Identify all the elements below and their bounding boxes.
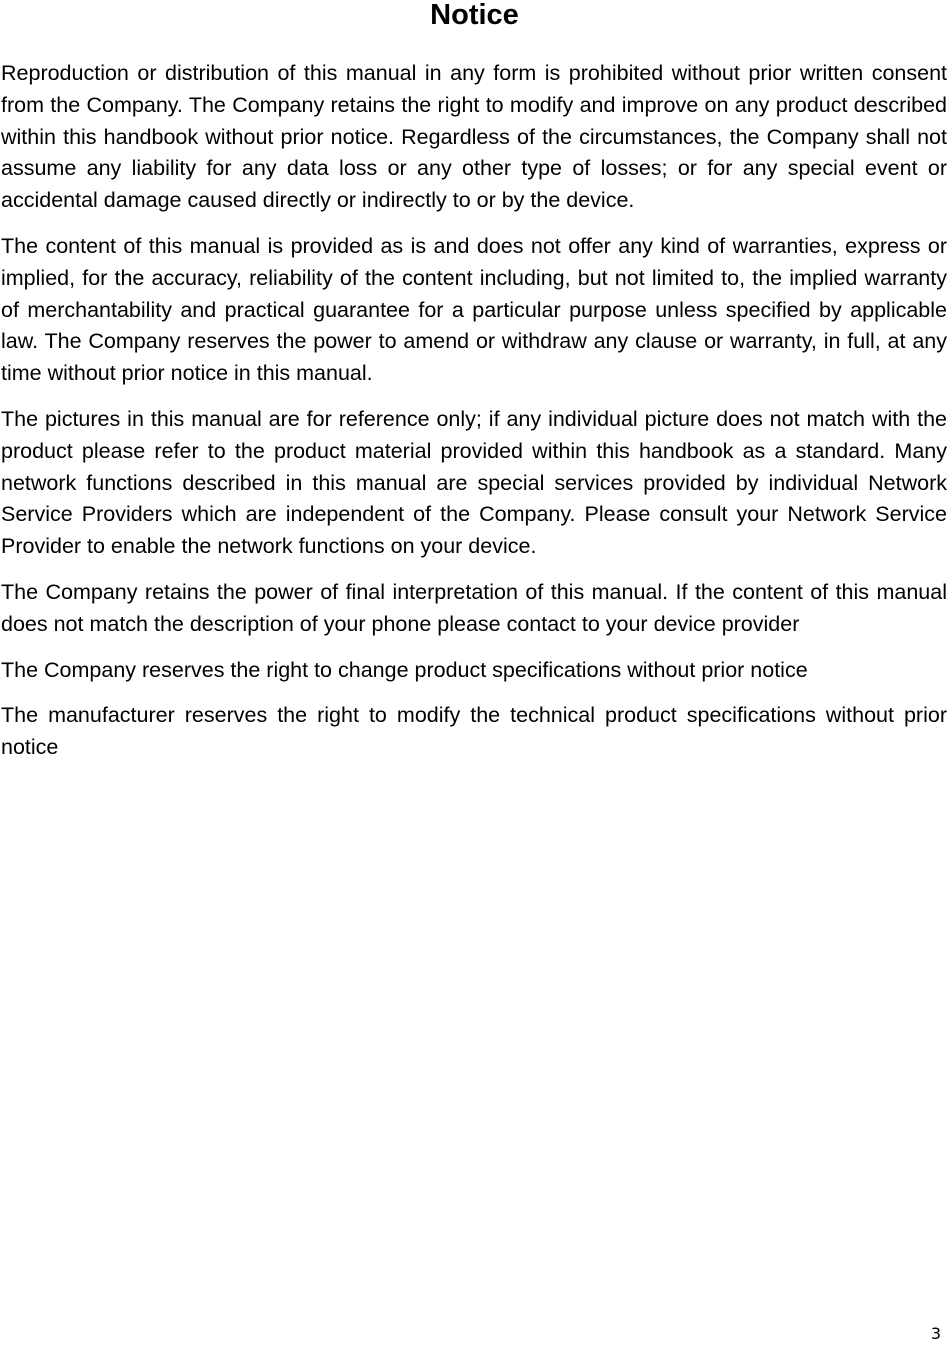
page-title: Notice	[430, 0, 519, 31]
paragraph-specifications: The Company reserves the right to change product specifications without prior notice	[1, 657, 808, 682]
paragraph-pictures: The pictures in this manual are for reference only; if any individual picture does not match with the product please refer to the product material provided within this handbook as a standard. Many network functions described in this manual are special services provided by individual Network Service Providers which are independent of the Company. Please consult your Network Service Provider to enable the network functions on your device.	[1, 406, 947, 559]
paragraph-warranties: The content of this manual is provided as is and does not offer any kind of warranties, express or implied, for the accuracy, reliability of the content including, but not limited to, the implied warranty of merchantability and practical guarantee for a particular purpose unless specified by applicable law. The Company reserves the power to amend or withdraw any clause or warranty, in full, at any time without prior notice in this manual.	[1, 233, 947, 386]
paragraph-manufacturer: The manufacturer reserves the right to modify the technical product specifications without prior notice	[1, 703, 947, 760]
page-number: 3	[930, 1324, 941, 1343]
notice-body	[1, 58, 947, 778]
paragraph-reproduction: Reproduction or distribution of this manual in any form is prohibited without prior written consent from the Company. The Company retains the right to modify and improve on any product described within this handbook without prior notice. Regardless of the circumstances, the Company shall not assume any liability for any data loss or any other type of losses; or for any special event or accidental damage caused directly or indirectly to or by the device.	[1, 61, 947, 213]
paragraph-interpretation: The Company retains the power of final interpretation of this manual. If the content of this manual does not match the description of your phone please contact to your device provider	[1, 579, 947, 636]
